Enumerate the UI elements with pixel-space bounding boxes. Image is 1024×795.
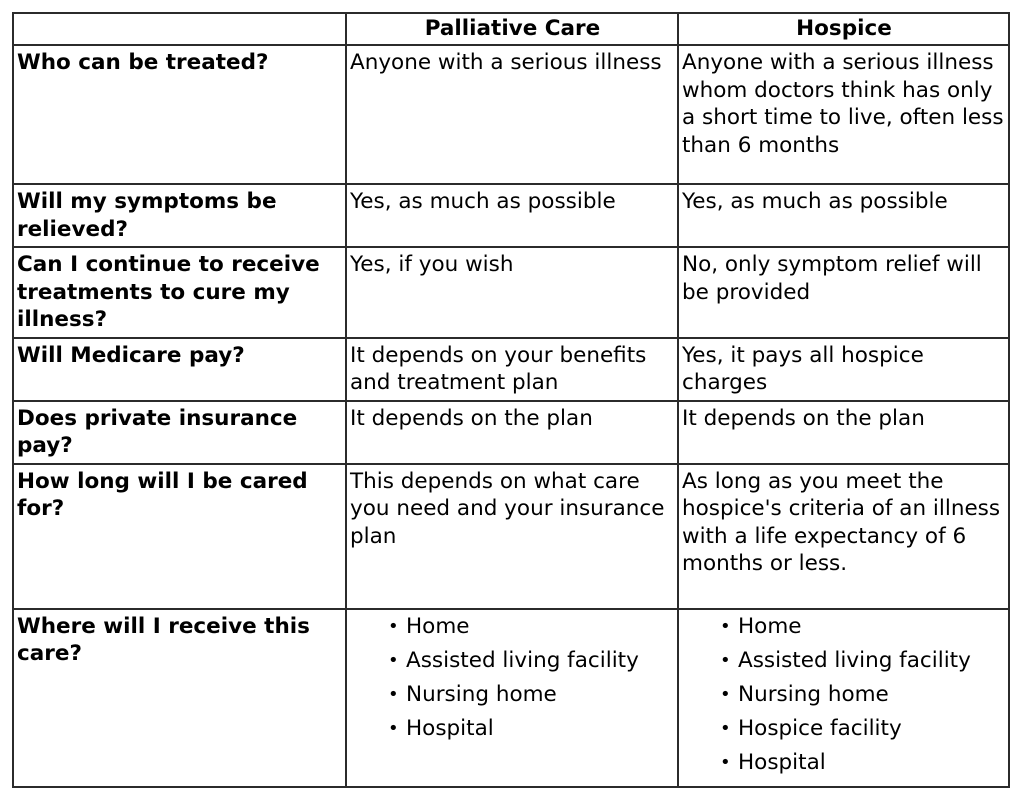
palliative-answer-cell: It depends on your benefits and treatment plan: [346, 338, 678, 401]
list-item-label: Home: [406, 613, 470, 639]
table-row: [13, 609, 1009, 787]
hospice-answer-cell: As long as you meet the hospice's criteria of an illness with a life expectancy of 6 months or less.: [678, 464, 1009, 609]
bullet-icon: •: [388, 717, 399, 739]
palliative-answer-cell: It depends on the plan: [346, 401, 678, 464]
bullet-icon: •: [720, 751, 731, 773]
list-item-label: Assisted living facility: [406, 647, 639, 673]
list-item: [720, 678, 1006, 712]
header-row: [13, 13, 1009, 45]
palliative-answer-cell: Yes, as much as possible: [346, 184, 678, 247]
comparison-table: [12, 12, 1010, 788]
bullet-icon: •: [720, 717, 731, 739]
hospice-places-cell: [678, 609, 1009, 787]
table-row: [13, 338, 1009, 401]
question-cell: Who can be treated?: [13, 45, 346, 184]
palliative-answer-cell: Yes, if you wish: [346, 247, 678, 338]
list-item: [388, 644, 675, 678]
list-item-label: Home: [738, 613, 802, 639]
header-hospice: Hospice: [678, 13, 1009, 45]
question-cell: Will Medicare pay?: [13, 338, 346, 401]
question-cell: Where will I receive this care?: [13, 609, 346, 787]
bullet-icon: •: [388, 649, 399, 671]
list-item-label: Hospice facility: [738, 715, 902, 741]
palliative-answer-cell: This depends on what care you need and your insurance plan: [346, 464, 678, 609]
table-row: [13, 464, 1009, 609]
palliative-places-list: [350, 610, 675, 746]
bullet-icon: •: [720, 615, 731, 637]
hospice-answer-cell: No, only symptom relief will be provided: [678, 247, 1009, 338]
table-row: [13, 184, 1009, 247]
list-item: [720, 610, 1006, 644]
list-item-label: Hospital: [406, 715, 494, 741]
list-item: [720, 644, 1006, 678]
bullet-icon: •: [720, 649, 731, 671]
header-palliative-care: Palliative Care: [346, 13, 678, 45]
list-item-label: Hospital: [738, 749, 826, 775]
list-item: [388, 678, 675, 712]
question-cell: How long will I be cared for?: [13, 464, 346, 609]
bullet-icon: •: [388, 615, 399, 637]
question-cell: Can I continue to receive treatments to cure my illness?: [13, 247, 346, 338]
list-item-label: Nursing home: [406, 681, 557, 707]
header-blank-cell: [13, 13, 346, 45]
question-cell: Does private insurance pay?: [13, 401, 346, 464]
list-item: [388, 712, 675, 746]
list-item-label: Nursing home: [738, 681, 889, 707]
bullet-icon: •: [388, 683, 399, 705]
list-item-label: Assisted living facility: [738, 647, 971, 673]
palliative-places-cell: [346, 609, 678, 787]
hospice-answer-cell: Yes, as much as possible: [678, 184, 1009, 247]
question-cell: Will my symptoms be relieved?: [13, 184, 346, 247]
list-item: [720, 712, 1006, 746]
table-row: [13, 45, 1009, 184]
hospice-answer-cell: Yes, it pays all hospice charges: [678, 338, 1009, 401]
hospice-answer-cell: Anyone with a serious illness whom doctors think has only a short time to live, often less than 6 months: [678, 45, 1009, 184]
hospice-answer-cell: It depends on the plan: [678, 401, 1009, 464]
bullet-icon: •: [720, 683, 731, 705]
table-row: [13, 247, 1009, 338]
list-item: [388, 610, 675, 644]
hospice-places-list: [682, 610, 1006, 780]
palliative-answer-cell: Anyone with a serious illness: [346, 45, 678, 184]
list-item: [720, 746, 1006, 780]
table-row: [13, 401, 1009, 464]
